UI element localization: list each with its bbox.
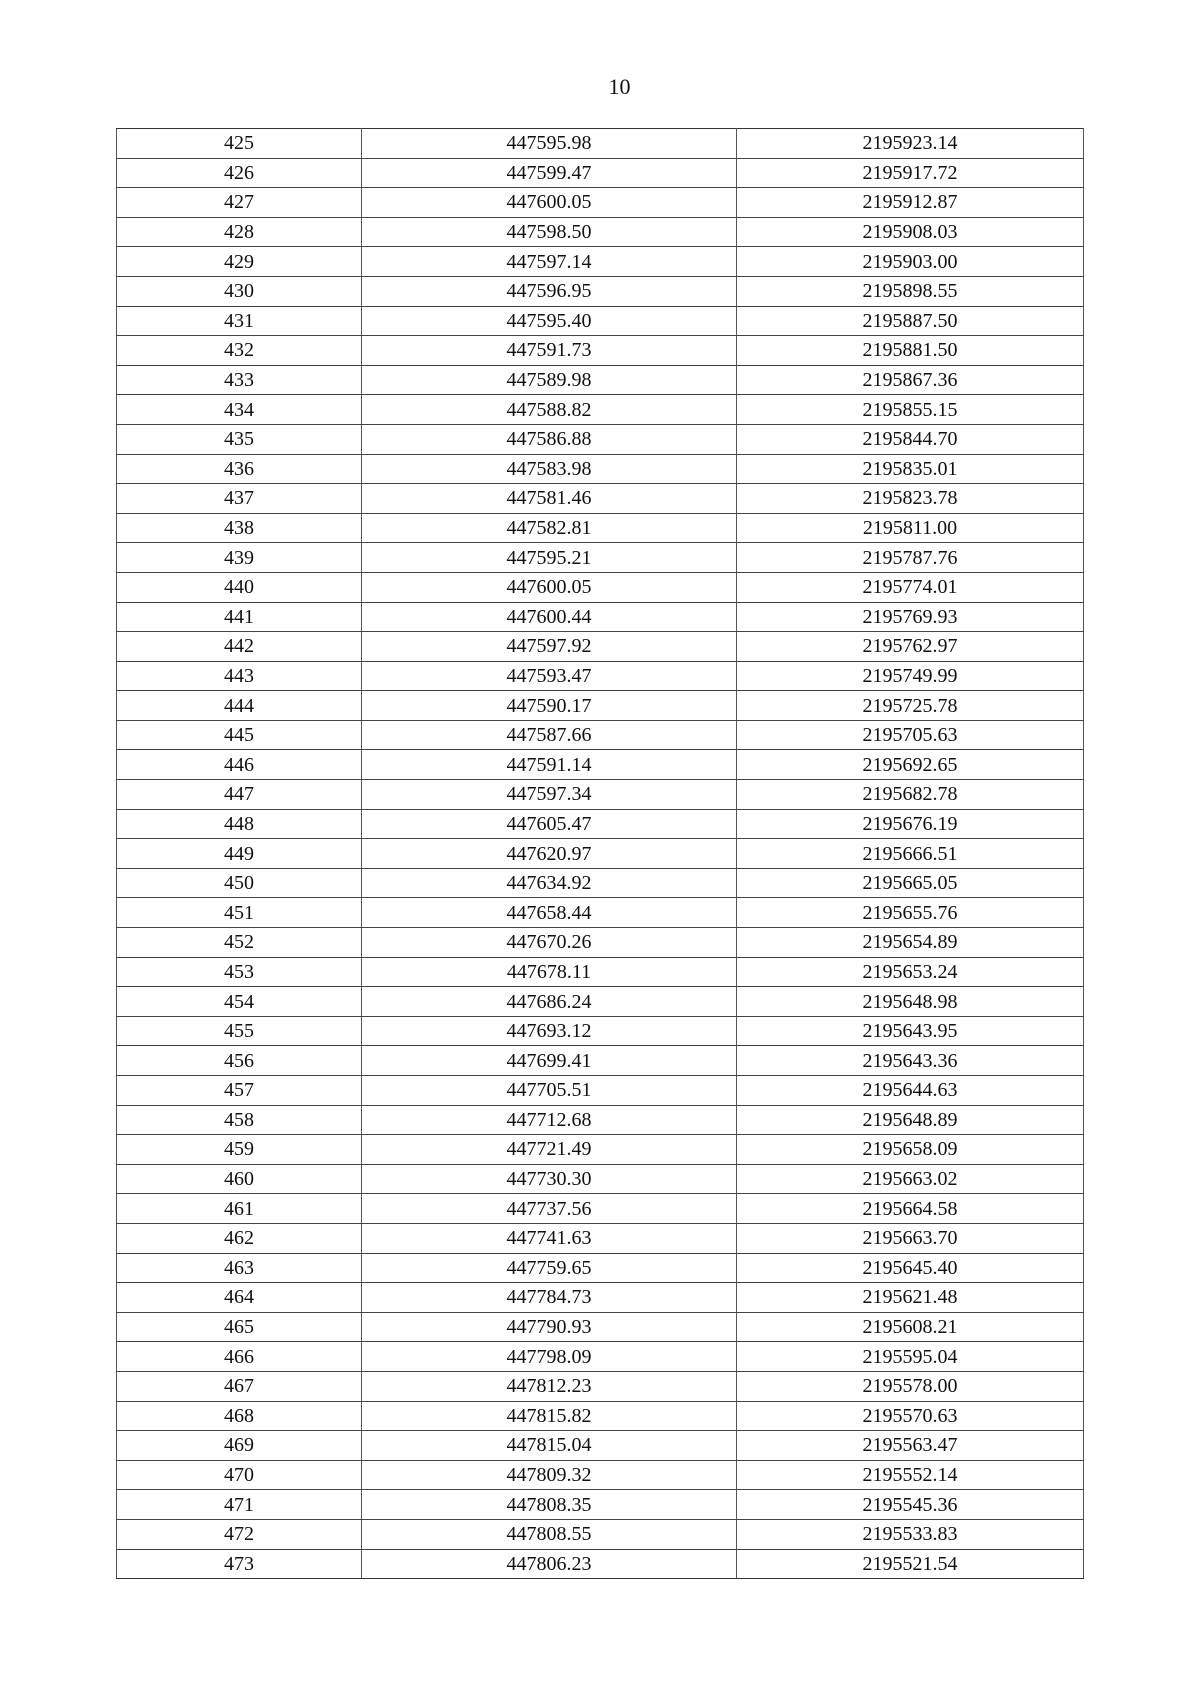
point-number-cell: 426 <box>117 158 362 188</box>
table-row <box>117 188 1084 218</box>
table-row <box>117 632 1084 662</box>
x-coordinate-cell: 447598.50 <box>362 217 737 247</box>
table-row <box>117 572 1084 602</box>
x-coordinate-cell: 447815.82 <box>362 1401 737 1431</box>
point-number-cell: 455 <box>117 1016 362 1046</box>
x-coordinate-cell: 447759.65 <box>362 1253 737 1283</box>
table-row <box>117 957 1084 987</box>
y-coordinate-cell: 2195749.99 <box>737 661 1084 691</box>
y-coordinate-cell: 2195912.87 <box>737 188 1084 218</box>
point-number-cell: 453 <box>117 957 362 987</box>
table-row <box>117 1164 1084 1194</box>
table-row <box>117 1223 1084 1253</box>
point-number-cell: 430 <box>117 276 362 306</box>
y-coordinate-cell: 2195655.76 <box>737 898 1084 928</box>
point-number-cell: 448 <box>117 809 362 839</box>
table-row <box>117 395 1084 425</box>
x-coordinate-cell: 447587.66 <box>362 720 737 750</box>
x-coordinate-cell: 447597.34 <box>362 780 737 810</box>
table-row <box>117 1135 1084 1165</box>
x-coordinate-cell: 447721.49 <box>362 1135 737 1165</box>
y-coordinate-cell: 2195787.76 <box>737 543 1084 573</box>
point-number-cell: 458 <box>117 1105 362 1135</box>
x-coordinate-cell: 447712.68 <box>362 1105 737 1135</box>
point-number-cell: 461 <box>117 1194 362 1224</box>
table-row <box>117 602 1084 632</box>
x-coordinate-cell: 447808.55 <box>362 1519 737 1549</box>
x-coordinate-cell: 447620.97 <box>362 839 737 869</box>
y-coordinate-cell: 2195663.70 <box>737 1223 1084 1253</box>
y-coordinate-cell: 2195645.40 <box>737 1253 1084 1283</box>
y-coordinate-cell: 2195570.63 <box>737 1401 1084 1431</box>
table-row <box>117 158 1084 188</box>
x-coordinate-cell: 447737.56 <box>362 1194 737 1224</box>
point-number-cell: 433 <box>117 365 362 395</box>
table-row <box>117 691 1084 721</box>
table-row <box>117 809 1084 839</box>
point-number-cell: 460 <box>117 1164 362 1194</box>
point-number-cell: 452 <box>117 928 362 958</box>
y-coordinate-cell: 2195774.01 <box>737 572 1084 602</box>
point-number-cell: 439 <box>117 543 362 573</box>
table-row <box>117 1431 1084 1461</box>
point-number-cell: 438 <box>117 513 362 543</box>
point-number-cell: 451 <box>117 898 362 928</box>
x-coordinate-cell: 447586.88 <box>362 424 737 454</box>
y-coordinate-cell: 2195663.02 <box>737 1164 1084 1194</box>
table-row <box>117 1076 1084 1106</box>
table-row <box>117 780 1084 810</box>
table-row <box>117 898 1084 928</box>
table-row <box>117 868 1084 898</box>
y-coordinate-cell: 2195608.21 <box>737 1312 1084 1342</box>
x-coordinate-cell: 447581.46 <box>362 484 737 514</box>
y-coordinate-cell: 2195563.47 <box>737 1431 1084 1461</box>
point-number-cell: 443 <box>117 661 362 691</box>
y-coordinate-cell: 2195769.93 <box>737 602 1084 632</box>
y-coordinate-cell: 2195923.14 <box>737 129 1084 159</box>
point-number-cell: 427 <box>117 188 362 218</box>
table-row <box>117 987 1084 1017</box>
table-row <box>117 1283 1084 1313</box>
x-coordinate-cell: 447670.26 <box>362 928 737 958</box>
table-row <box>117 750 1084 780</box>
x-coordinate-cell: 447583.98 <box>362 454 737 484</box>
point-number-cell: 446 <box>117 750 362 780</box>
y-coordinate-cell: 2195658.09 <box>737 1135 1084 1165</box>
x-coordinate-cell: 447588.82 <box>362 395 737 425</box>
table-row <box>117 484 1084 514</box>
point-number-cell: 435 <box>117 424 362 454</box>
y-coordinate-cell: 2195654.89 <box>737 928 1084 958</box>
table-row <box>117 247 1084 277</box>
x-coordinate-cell: 447634.92 <box>362 868 737 898</box>
point-number-cell: 432 <box>117 336 362 366</box>
table-row <box>117 543 1084 573</box>
y-coordinate-cell: 2195762.97 <box>737 632 1084 662</box>
point-number-cell: 442 <box>117 632 362 662</box>
table-row <box>117 424 1084 454</box>
y-coordinate-cell: 2195521.54 <box>737 1549 1084 1579</box>
table-row <box>117 720 1084 750</box>
x-coordinate-cell: 447790.93 <box>362 1312 737 1342</box>
x-coordinate-cell: 447699.41 <box>362 1046 737 1076</box>
coordinates-table <box>116 128 1084 1579</box>
point-number-cell: 436 <box>117 454 362 484</box>
x-coordinate-cell: 447590.17 <box>362 691 737 721</box>
table-row <box>117 1194 1084 1224</box>
x-coordinate-cell: 447595.98 <box>362 129 737 159</box>
point-number-cell: 454 <box>117 987 362 1017</box>
page-number: 10 <box>608 74 631 99</box>
table-row <box>117 1342 1084 1372</box>
point-number-cell: 469 <box>117 1431 362 1461</box>
point-number-cell: 431 <box>117 306 362 336</box>
y-coordinate-cell: 2195705.63 <box>737 720 1084 750</box>
y-coordinate-cell: 2195545.36 <box>737 1490 1084 1520</box>
table-row <box>117 365 1084 395</box>
y-coordinate-cell: 2195533.83 <box>737 1519 1084 1549</box>
x-coordinate-cell: 447798.09 <box>362 1342 737 1372</box>
y-coordinate-cell: 2195676.19 <box>737 809 1084 839</box>
table-row <box>117 1371 1084 1401</box>
y-coordinate-cell: 2195648.89 <box>737 1105 1084 1135</box>
y-coordinate-cell: 2195725.78 <box>737 691 1084 721</box>
y-coordinate-cell: 2195648.98 <box>737 987 1084 1017</box>
table-row <box>117 454 1084 484</box>
y-coordinate-cell: 2195682.78 <box>737 780 1084 810</box>
table-row <box>117 129 1084 159</box>
y-coordinate-cell: 2195552.14 <box>737 1460 1084 1490</box>
point-number-cell: 449 <box>117 839 362 869</box>
x-coordinate-cell: 447595.21 <box>362 543 737 573</box>
y-coordinate-cell: 2195908.03 <box>737 217 1084 247</box>
y-coordinate-cell: 2195887.50 <box>737 306 1084 336</box>
x-coordinate-cell: 447597.92 <box>362 632 737 662</box>
table-row <box>117 276 1084 306</box>
y-coordinate-cell: 2195811.00 <box>737 513 1084 543</box>
x-coordinate-cell: 447705.51 <box>362 1076 737 1106</box>
x-coordinate-cell: 447605.47 <box>362 809 737 839</box>
x-coordinate-cell: 447678.11 <box>362 957 737 987</box>
y-coordinate-cell: 2195881.50 <box>737 336 1084 366</box>
table-row <box>117 1490 1084 1520</box>
point-number-cell: 473 <box>117 1549 362 1579</box>
coordinates-table-body <box>117 129 1084 1579</box>
x-coordinate-cell: 447600.44 <box>362 602 737 632</box>
table-row <box>117 336 1084 366</box>
point-number-cell: 465 <box>117 1312 362 1342</box>
point-number-cell: 468 <box>117 1401 362 1431</box>
y-coordinate-cell: 2195835.01 <box>737 454 1084 484</box>
point-number-cell: 434 <box>117 395 362 425</box>
table-row <box>117 1105 1084 1135</box>
y-coordinate-cell: 2195643.95 <box>737 1016 1084 1046</box>
table-row <box>117 1549 1084 1579</box>
point-number-cell: 447 <box>117 780 362 810</box>
x-coordinate-cell: 447784.73 <box>362 1283 737 1313</box>
y-coordinate-cell: 2195855.15 <box>737 395 1084 425</box>
table-row <box>117 661 1084 691</box>
x-coordinate-cell: 447595.40 <box>362 306 737 336</box>
y-coordinate-cell: 2195578.00 <box>737 1371 1084 1401</box>
y-coordinate-cell: 2195644.63 <box>737 1076 1084 1106</box>
x-coordinate-cell: 447812.23 <box>362 1371 737 1401</box>
point-number-cell: 429 <box>117 247 362 277</box>
point-number-cell: 445 <box>117 720 362 750</box>
x-coordinate-cell: 447686.24 <box>362 987 737 1017</box>
point-number-cell: 462 <box>117 1223 362 1253</box>
x-coordinate-cell: 447597.14 <box>362 247 737 277</box>
point-number-cell: 470 <box>117 1460 362 1490</box>
point-number-cell: 450 <box>117 868 362 898</box>
point-number-cell: 459 <box>117 1135 362 1165</box>
x-coordinate-cell: 447741.63 <box>362 1223 737 1253</box>
x-coordinate-cell: 447806.23 <box>362 1549 737 1579</box>
x-coordinate-cell: 447658.44 <box>362 898 737 928</box>
point-number-cell: 467 <box>117 1371 362 1401</box>
point-number-cell: 471 <box>117 1490 362 1520</box>
x-coordinate-cell: 447593.47 <box>362 661 737 691</box>
table-row <box>117 1046 1084 1076</box>
y-coordinate-cell: 2195823.78 <box>737 484 1084 514</box>
y-coordinate-cell: 2195653.24 <box>737 957 1084 987</box>
point-number-cell: 441 <box>117 602 362 632</box>
y-coordinate-cell: 2195917.72 <box>737 158 1084 188</box>
y-coordinate-cell: 2195621.48 <box>737 1283 1084 1313</box>
point-number-cell: 456 <box>117 1046 362 1076</box>
table-row <box>117 928 1084 958</box>
point-number-cell: 444 <box>117 691 362 721</box>
x-coordinate-cell: 447589.98 <box>362 365 737 395</box>
point-number-cell: 457 <box>117 1076 362 1106</box>
table-row <box>117 1460 1084 1490</box>
x-coordinate-cell: 447809.32 <box>362 1460 737 1490</box>
point-number-cell: 440 <box>117 572 362 602</box>
table-row <box>117 1401 1084 1431</box>
point-number-cell: 466 <box>117 1342 362 1372</box>
x-coordinate-cell: 447693.12 <box>362 1016 737 1046</box>
table-row <box>117 306 1084 336</box>
point-number-cell: 425 <box>117 129 362 159</box>
point-number-cell: 472 <box>117 1519 362 1549</box>
x-coordinate-cell: 447808.35 <box>362 1490 737 1520</box>
y-coordinate-cell: 2195692.65 <box>737 750 1084 780</box>
x-coordinate-cell: 447596.95 <box>362 276 737 306</box>
x-coordinate-cell: 447599.47 <box>362 158 737 188</box>
table-row <box>117 1016 1084 1046</box>
x-coordinate-cell: 447730.30 <box>362 1164 737 1194</box>
y-coordinate-cell: 2195898.55 <box>737 276 1084 306</box>
point-number-cell: 464 <box>117 1283 362 1313</box>
x-coordinate-cell: 447815.04 <box>362 1431 737 1461</box>
point-number-cell: 463 <box>117 1253 362 1283</box>
y-coordinate-cell: 2195844.70 <box>737 424 1084 454</box>
point-number-cell: 428 <box>117 217 362 247</box>
table-row <box>117 513 1084 543</box>
x-coordinate-cell: 447591.14 <box>362 750 737 780</box>
table-row <box>117 1519 1084 1549</box>
x-coordinate-cell: 447600.05 <box>362 188 737 218</box>
y-coordinate-cell: 2195903.00 <box>737 247 1084 277</box>
y-coordinate-cell: 2195665.05 <box>737 868 1084 898</box>
y-coordinate-cell: 2195867.36 <box>737 365 1084 395</box>
x-coordinate-cell: 447582.81 <box>362 513 737 543</box>
table-row <box>117 839 1084 869</box>
x-coordinate-cell: 447591.73 <box>362 336 737 366</box>
table-row <box>117 1312 1084 1342</box>
table-row <box>117 217 1084 247</box>
point-number-cell: 437 <box>117 484 362 514</box>
y-coordinate-cell: 2195664.58 <box>737 1194 1084 1224</box>
y-coordinate-cell: 2195643.36 <box>737 1046 1084 1076</box>
y-coordinate-cell: 2195666.51 <box>737 839 1084 869</box>
y-coordinate-cell: 2195595.04 <box>737 1342 1084 1372</box>
x-coordinate-cell: 447600.05 <box>362 572 737 602</box>
table-row <box>117 1253 1084 1283</box>
